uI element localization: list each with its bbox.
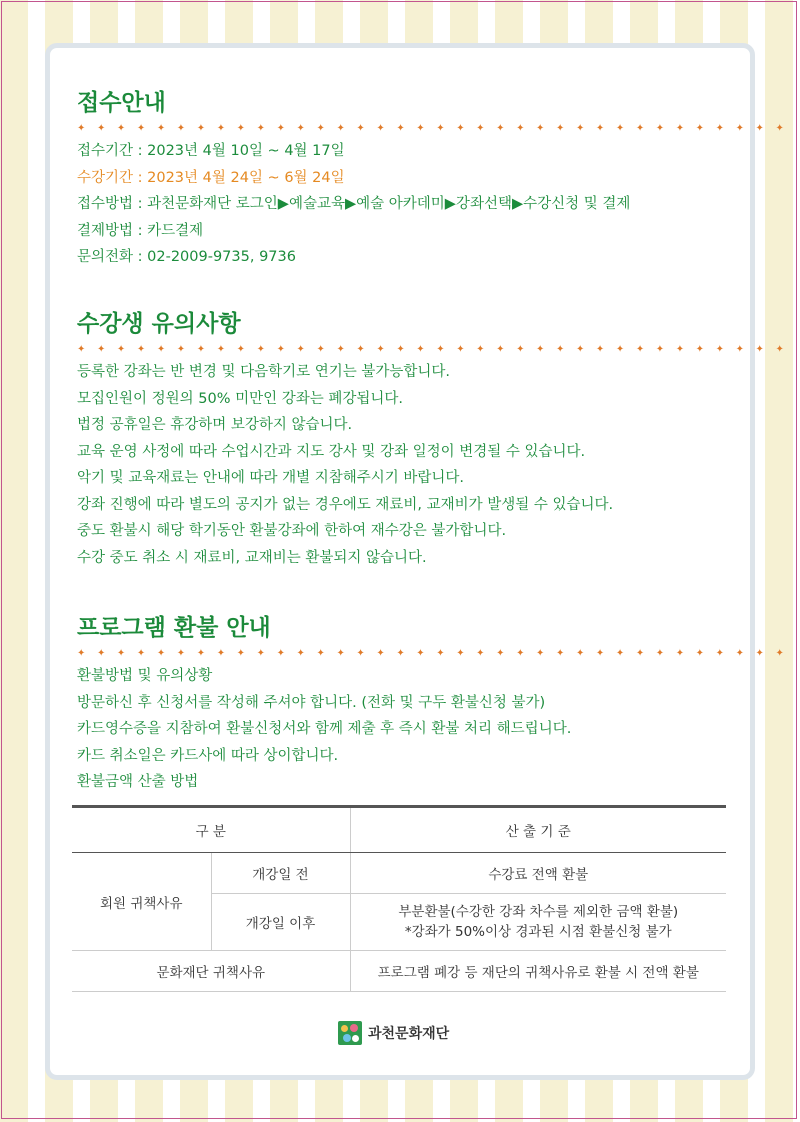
criteria-header: 산 출 기 준: [350, 807, 726, 853]
contact-phone: 문의전화 : 02-2009-9735, 9736: [77, 249, 296, 265]
payment-method: 결제방법 : 카드결제: [77, 222, 204, 239]
foundation-logo: [338, 1020, 449, 1046]
notice-item: 등록한 강좌는 반 변경 및 다음학기로 연기는 불가능합니다.: [77, 364, 451, 380]
refund-item: 카드 취소일은 카드사에 따라 상이합니다.: [77, 747, 339, 764]
table-header-row: [72, 807, 726, 853]
member-reason-cell: 회원 귀책사유: [72, 853, 211, 951]
notice-item: 모집인원이 정원의 50% 미만인 강좌는 폐강됩니다.: [77, 390, 404, 407]
foundation-reason-cell: 문화재단 귀책사유: [72, 951, 350, 992]
after-start-label: 개강일 이후: [211, 894, 350, 951]
notice-section: [77, 307, 789, 571]
notice-item: 중도 환불시 해당 학기동안 환불강좌에 한하여 재수강은 불가합니다.: [77, 523, 507, 539]
refund-item: 카드영수증을 지참하여 환불신청서와 함께 제출 후 즉시 환불 처리 해드립니다.: [77, 721, 572, 737]
info-card: [45, 43, 789, 1080]
refund-table-wrap: [72, 805, 726, 992]
refund-item: 환불방법 및 유의상황: [77, 668, 213, 684]
notice-title: 수강생 유의사항: [77, 311, 241, 337]
notice-item: 수강 중도 취소 시 재료비, 교재비는 환불되지 않습니다.: [77, 549, 427, 566]
logo-text: 과천문화재단: [368, 1026, 450, 1042]
sparkle-divider: ✦ ✦ ✦ ✦ ✦ ✦ ✦ ✦ ✦ ✦ ✦ ✦ ✦ ✦ ✦ ✦ ✦ ✦ ✦ ✦ ✦ ✦ ✦ ✦ ✦ ✦ ✦ ✦ ✦ ✦ ✦ ✦ ✦ ✦ ✦ ✦: [77, 123, 789, 134]
refund-item: 환불금액 산출 방법: [77, 774, 199, 790]
course-period: 수강기간 : 2023년 4월 24일 ~ 6월 24일: [77, 169, 345, 186]
refund-section: [77, 611, 789, 796]
sparkle-divider: ✦ ✦ ✦ ✦ ✦ ✦ ✦ ✦ ✦ ✦ ✦ ✦ ✦ ✦ ✦ ✦ ✦ ✦ ✦ ✦ ✦ ✦ ✦ ✦ ✦ ✦ ✦ ✦ ✦ ✦ ✦ ✦ ✦ ✦ ✦ ✦: [77, 344, 789, 355]
refund-table: [72, 805, 726, 992]
notice-item: 교육 운영 사정에 따라 수업시간과 지도 강사 및 강좌 일정이 변경될 수 있습니다.: [77, 443, 586, 460]
registration-title: 접수안내: [77, 90, 166, 116]
table-row: [72, 853, 726, 894]
division-header: 구 분: [72, 807, 350, 853]
foundation-reason-value: 프로그램 폐강 등 재단의 귀책사유로 환불 시 전액 환불: [350, 951, 726, 992]
after-start-value-line2: *강좌가 50%이상 경과된 시점 환불신청 불가: [404, 924, 672, 940]
sparkle-divider: ✦ ✦ ✦ ✦ ✦ ✦ ✦ ✦ ✦ ✦ ✦ ✦ ✦ ✦ ✦ ✦ ✦ ✦ ✦ ✦ ✦ ✦ ✦ ✦ ✦ ✦ ✦ ✦ ✦ ✦ ✦ ✦ ✦ ✦ ✦ ✦: [77, 648, 789, 659]
registration-section: [77, 86, 789, 271]
refund-title: 프로그램 환불 안내: [77, 615, 271, 641]
notice-item: 강좌 진행에 따라 별도의 공지가 없는 경우에도 재료비, 교재비가 발생될 수 있습니다.: [77, 496, 614, 513]
registration-method: 접수방법 : 과천문화재단 로그인▶예술교육▶예술 아카데미▶강좌선택▶수강신청 및 결제: [77, 196, 631, 212]
notice-item: 법정 공휴일은 휴강하며 보강하지 않습니다.: [77, 417, 353, 433]
after-start-value-line1: 부분환불(수강한 강좌 차수를 제외한 금액 환불): [398, 904, 679, 920]
logo-emblem-icon: [338, 1021, 362, 1045]
refund-item: 방문하신 후 신청서를 작성해 주셔야 합니다. (전화 및 구두 환불신청 불가): [77, 694, 546, 711]
after-start-value: [350, 894, 726, 951]
notice-item: 악기 및 교육재료는 안내에 따라 개별 지참해주시기 바랍니다.: [77, 470, 465, 486]
registration-period: 접수기간 : 2023년 4월 10일 ~ 4월 17일: [77, 143, 345, 159]
before-start-value: 수강료 전액 환불: [350, 853, 726, 894]
table-row: [72, 951, 726, 992]
before-start-label: 개강일 전: [211, 853, 350, 894]
